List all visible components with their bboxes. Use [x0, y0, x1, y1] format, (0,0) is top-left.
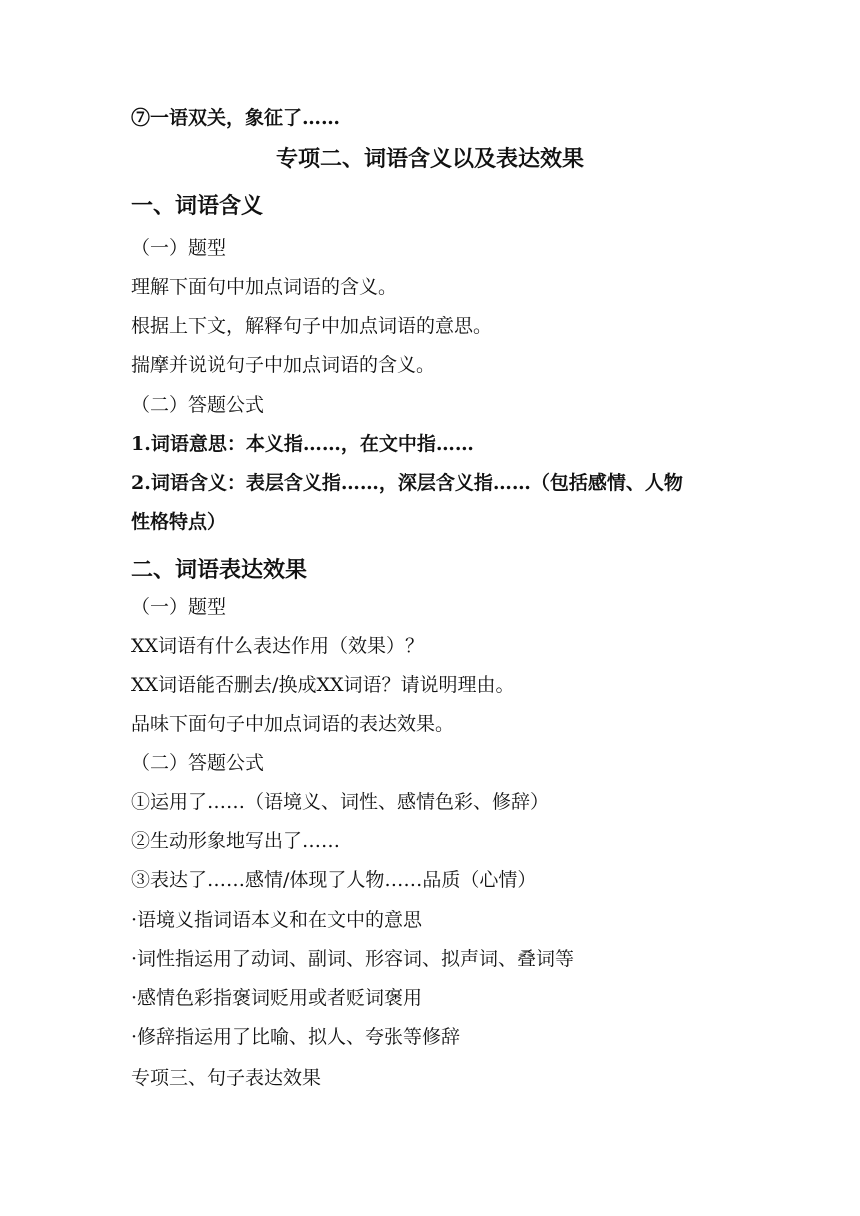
answer-step-3: ③表达了……感情/体现了人物……品质（心情） [131, 869, 537, 891]
section-two-title: 专项二、词语含义以及表达效果 [275, 146, 584, 172]
note-context-meaning: ·语境义指词语本义和在文中的意思 [131, 909, 423, 931]
effect-question-2: XX词语能否删去/换成XX词语？请说明理由。 [131, 674, 515, 696]
formula-word-connotation: 2.词语含义：表层含义指……，深层含义指……（包括感情、人物 [131, 472, 683, 494]
note-part-of-speech: ·词性指运用了动词、副词、形容词、拟声词、叠词等 [131, 948, 575, 970]
formula-word-sense: 1.词语意思：本义指……，在文中指…… [131, 433, 474, 455]
note-emotional-color: ·感情色彩指褒词贬用或者贬词褒用 [131, 987, 423, 1009]
question-type-2: 根据上下文，解释句子中加点词语的意思。 [131, 315, 493, 337]
subheading-question-types-2: （一）题型 [131, 596, 227, 618]
effect-question-3: 品味下面句子中加点词语的表达效果。 [131, 713, 455, 735]
question-type-1: 理解下面句中加点词语的含义。 [131, 276, 398, 298]
formula-word-connotation-cont: 性格特点） [131, 511, 227, 533]
effect-question-1: XX词语有什么表达作用（效果）？ [131, 635, 425, 657]
question-type-3: 揣摩并说说句子中加点词语的含义。 [131, 354, 436, 376]
heading-word-meaning: 一、词语含义 [131, 193, 264, 219]
section-three-title: 专项三、句子表达效果 [131, 1067, 322, 1089]
item-seven-pun: ⑦一语双关，象征了…… [131, 107, 341, 129]
subheading-answer-formula-2: （二）答题公式 [131, 752, 265, 774]
subheading-question-types: （一）题型 [131, 237, 227, 259]
subheading-answer-formula: （二）答题公式 [131, 394, 265, 416]
heading-expressive-effect: 二、词语表达效果 [131, 557, 308, 583]
answer-step-1: ①运用了……（语境义、词性、感情色彩、修辞） [131, 791, 550, 813]
note-rhetoric: ·修辞指运用了比喻、拟人、夸张等修辞 [131, 1026, 461, 1048]
answer-step-2: ②生动形象地写出了…… [131, 830, 341, 852]
